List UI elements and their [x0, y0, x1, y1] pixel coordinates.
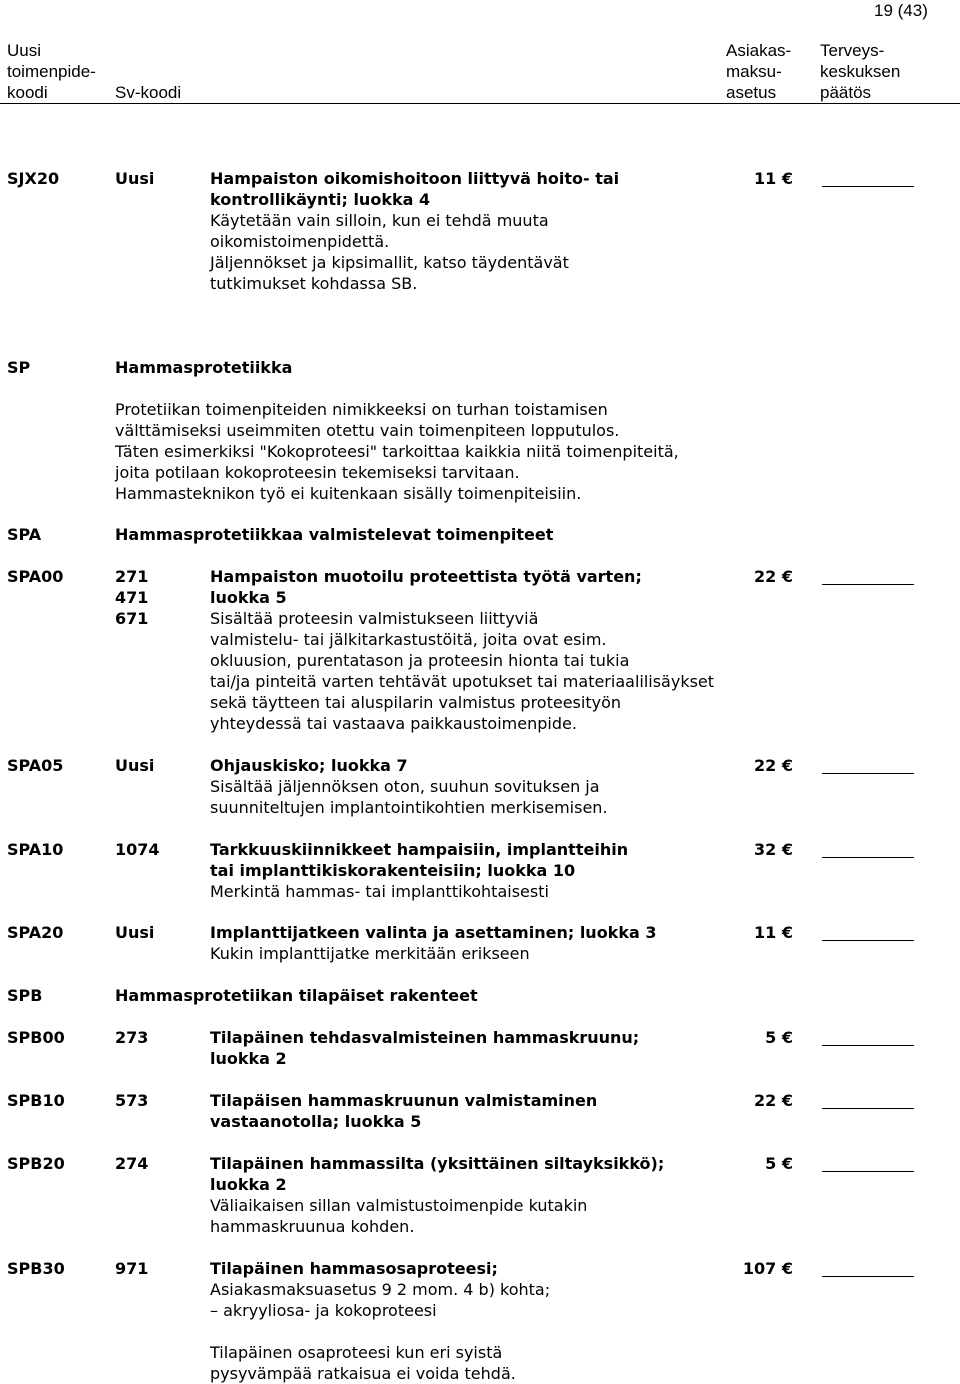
- row-title-line: Tilapäisen hammaskruunun valmistaminen: [210, 1091, 598, 1110]
- section-title: Hammasprotetiikan tilapäiset rakenteet: [115, 986, 478, 1005]
- row-desc-line: Jäljennökset ja kipsimallit, katso täydentävät: [210, 253, 569, 272]
- row-title-line: luokka 2: [210, 1049, 287, 1068]
- row-desc-line: Asiakasmaksuasetus 9 2 mom. 4 b) kohta;: [210, 1280, 551, 1299]
- header-divider: [0, 103, 960, 104]
- row-fee: 5 €: [765, 1154, 793, 1173]
- row-fee: 22 €: [754, 567, 793, 586]
- row-sv-code-line: 471: [115, 588, 149, 607]
- row-title-line: Tarkkuuskiinnikkeet hampaisiin, implantteihin: [210, 840, 629, 859]
- row-fee: 22 €: [754, 756, 793, 775]
- row-desc-line: Sisältää jäljennöksen oton, suuhun sovituksen ja: [210, 777, 600, 796]
- section-desc-line: Hammasteknikon työ ei kuitenkaan sisälly toimenpiteisiin.: [115, 484, 582, 503]
- row-code: SPB20: [7, 1154, 65, 1173]
- row-sv-code: 573: [115, 1091, 149, 1110]
- section-desc-line: joita potilaan kokoproteesin tekemiseksi tarvitaan.: [115, 463, 520, 482]
- row-title-line: Tilapäinen hammassilta (yksittäinen siltayksikkö);: [210, 1154, 665, 1173]
- section-desc-line: välttämiseksi useimmiten otettu vain toimenpiteen lopputulos.: [115, 421, 620, 440]
- row-fee: 32 €: [754, 840, 793, 859]
- header-col-sv-code: Sv-koodi: [115, 83, 182, 102]
- row-sv-code: Uusi: [115, 923, 155, 942]
- row-sv-code: 274: [115, 1154, 149, 1173]
- section-title: Hammasprotetiikka: [115, 358, 293, 377]
- decision-blank-line: [822, 1108, 914, 1109]
- row-note-line: pysyvämpää ratkaisua ei voida tehdä.: [210, 1364, 516, 1383]
- row-note-line: Tilapäinen osaproteesi kun eri syistä: [210, 1343, 503, 1362]
- decision-blank-line: [822, 940, 914, 941]
- row-desc-line: okluusion, purentatason ja proteesin hionta tai tukia: [210, 651, 630, 670]
- section-code: SPA: [7, 525, 42, 544]
- row-desc-line: Kukin implanttijatke merkitään erikseen: [210, 944, 530, 963]
- row-description: [210, 1090, 597, 1132]
- decision-blank-line: [822, 1045, 914, 1046]
- row-description: [210, 168, 619, 294]
- row-title-line: vastaanotolla; luokka 5: [210, 1112, 422, 1131]
- row-sv-code-line: 671: [115, 609, 149, 628]
- header-col-decision-line: Terveys-: [820, 41, 885, 60]
- row-desc-line: tai/ja pinteitä varten tehtävät upotukset tai materiaalilisäykset: [210, 672, 715, 691]
- decision-blank-line: [822, 857, 914, 858]
- row-desc-line: tutkimukset kohdassa SB.: [210, 274, 418, 293]
- header-col-health-centre-decision: [820, 40, 900, 103]
- header-col-decision-line: keskuksen: [820, 62, 901, 81]
- row-title-line: luokka 2: [210, 1175, 287, 1194]
- row-title-line: Implanttijatkeen valinta ja asettaminen; luokka 3: [210, 923, 657, 942]
- row-code: SPB10: [7, 1091, 65, 1110]
- section-description: [115, 399, 679, 504]
- row-title-line: luokka 5: [210, 588, 287, 607]
- decision-blank-line: [822, 584, 914, 585]
- row-desc-line: Väliaikaisen sillan valmistustoimenpide kutakin: [210, 1196, 588, 1215]
- row-title-line: tai implanttikiskorakenteisiin; luokka 10: [210, 861, 576, 880]
- row-sv-code: Uusi: [115, 756, 155, 775]
- header-col-fee-decree: [726, 40, 791, 103]
- row-title-line: Tilapäinen tehdasvalmisteinen hammaskruunu;: [210, 1028, 640, 1047]
- section-code: SP: [7, 358, 31, 377]
- row-desc-line: Sisältää proteesin valmistukseen liittyviä: [210, 609, 539, 628]
- section-title: Hammasprotetiikkaa valmistelevat toimenpiteet: [115, 525, 554, 544]
- row-sv-code: Uusi: [115, 169, 155, 188]
- row-sv-code: [115, 566, 148, 629]
- row-code: SPA05: [7, 756, 64, 775]
- row-desc-line: yhteydessä tai vastaava paikkaustoimenpide.: [210, 714, 577, 733]
- row-code: SPA10: [7, 840, 64, 859]
- row-desc-line: oikomistoimenpidettä.: [210, 232, 390, 251]
- header-col-decision-line: päätös: [820, 83, 872, 102]
- header-col-new-code-line: toimenpide-: [7, 62, 96, 81]
- row-fee: 5 €: [765, 1028, 793, 1047]
- decision-blank-line: [822, 1276, 914, 1277]
- row-fee: 11 €: [754, 169, 793, 188]
- row-code: SPA00: [7, 567, 64, 586]
- decision-blank-line: [822, 1171, 914, 1172]
- section-code: SPB: [7, 986, 43, 1005]
- row-desc-line: Käytetään vain silloin, kun ei tehdä muuta: [210, 211, 549, 230]
- row-sv-code: 273: [115, 1028, 149, 1047]
- header-col-new-code-line: koodi: [7, 83, 48, 102]
- row-desc-line: Merkintä hammas- tai implanttikohtaisesti: [210, 882, 549, 901]
- row-description: [210, 755, 608, 818]
- row-title-line: kontrollikäynti; luokka 4: [210, 190, 431, 209]
- section-desc-line: Täten esimerkiksi "Kokoproteesi" tarkoittaa kaikkia niitä toimenpiteitä,: [115, 442, 679, 461]
- header-col-fee-decree-line: maksu-: [726, 62, 782, 81]
- row-description: [210, 1027, 639, 1069]
- row-description: [210, 1153, 664, 1237]
- page-number: 19 (43): [874, 1, 928, 20]
- row-sv-code: 971: [115, 1259, 149, 1278]
- header-col-fee-decree-line: asetus: [726, 83, 777, 102]
- row-code: SPB30: [7, 1259, 65, 1278]
- row-title-line: Hampaiston muotoilu proteettista työtä varten;: [210, 567, 642, 586]
- row-fee: 107 €: [742, 1259, 793, 1278]
- row-desc-line: sekä täytteen tai aluspilarin valmistus proteesityön: [210, 693, 622, 712]
- row-description: [210, 1258, 550, 1321]
- decision-blank-line: [822, 773, 914, 774]
- row-description: [210, 566, 714, 734]
- row-title-line: Ohjauskisko; luokka 7: [210, 756, 408, 775]
- section-desc-line: Protetiikan toimenpiteiden nimikkeeksi on turhan toistamisen: [115, 400, 608, 419]
- row-sv-code: 1074: [115, 840, 160, 859]
- row-desc-line: hammaskruunua kohden.: [210, 1217, 415, 1236]
- header-col-fee-decree-line: Asiakas-: [726, 41, 792, 60]
- row-description: [210, 839, 628, 902]
- row-desc-line: suunniteltujen implantointikohtien merkisemisen.: [210, 798, 608, 817]
- header-col-new-code-line: Uusi: [7, 41, 42, 60]
- row-fee: 11 €: [754, 923, 793, 942]
- decision-blank-line: [822, 186, 914, 187]
- row-note: [210, 1342, 516, 1384]
- row-code: SPA20: [7, 923, 64, 942]
- row-desc-line: valmistelu- tai jälkitarkastustöitä, joita ovat esim.: [210, 630, 607, 649]
- row-fee: 22 €: [754, 1091, 793, 1110]
- row-desc-line: – akryyliosa- ja kokoproteesi: [210, 1301, 437, 1320]
- row-code: SJX20: [7, 169, 60, 188]
- row-title-line: Tilapäinen hammasosaproteesi;: [210, 1259, 498, 1278]
- row-description: [210, 922, 656, 964]
- row-sv-code-line: 271: [115, 567, 149, 586]
- header-col-new-code: [7, 40, 96, 103]
- row-title-line: Hampaiston oikomishoitoon liittyvä hoito- tai: [210, 169, 620, 188]
- row-code: SPB00: [7, 1028, 65, 1047]
